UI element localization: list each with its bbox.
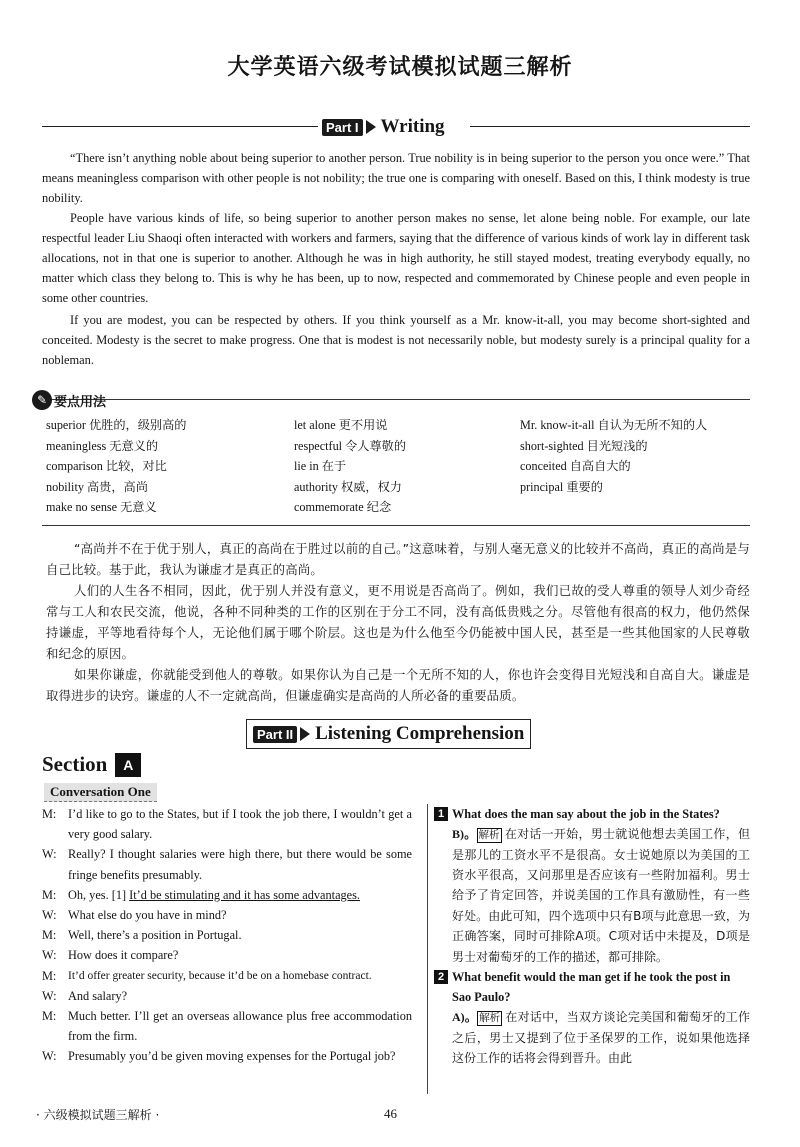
vocab-item: Mr. know-it-all 自认为无所不知的人 bbox=[520, 418, 708, 432]
utterance: Really? I thought salaries were high there, but there would be some fringe benefits presumably. bbox=[68, 847, 412, 882]
essay-paragraph-3: If you are modest, you can be respected by others. If you think yourself as a Mr. know-it-all, you may become short-sighted and conceited. Modesty is the secret to make progress. One that is modest is not necessarily noble, but modesty surely is a principal quality for a nobleman. bbox=[42, 313, 750, 367]
part1-title: Writing bbox=[380, 116, 445, 137]
question-text: What does the man say about the job in the States? bbox=[452, 807, 720, 821]
utterance-text: Oh, yes. [1] bbox=[68, 887, 130, 902]
speaker: W: bbox=[42, 948, 57, 963]
vocab-item: make no sense 无意义 bbox=[46, 500, 157, 514]
conversation-label: Conversation One bbox=[44, 783, 157, 802]
vocab-column-3 bbox=[520, 415, 707, 497]
dialogue-turn bbox=[42, 905, 412, 925]
question-2 bbox=[434, 967, 750, 1007]
column-divider bbox=[427, 804, 428, 1094]
answer-letter: B)。 bbox=[452, 827, 477, 842]
section-label: Section bbox=[42, 752, 108, 776]
utterance: I’d like to go to the States, but if I took the job there, I wouldn’t get a very good salary. bbox=[68, 807, 412, 842]
arrow-right-icon bbox=[366, 120, 376, 134]
dialogue-turn bbox=[42, 844, 412, 884]
explanation-2 bbox=[434, 1007, 750, 1068]
vocab-rule-bottom bbox=[42, 525, 750, 526]
speaker: W: bbox=[42, 847, 57, 862]
arrow-right-icon bbox=[300, 727, 310, 741]
analysis-tag: 解析 bbox=[478, 829, 500, 842]
utterance: It’d offer greater security, because it’d be on a homebase contract. bbox=[68, 969, 372, 982]
vocab-item: meaningless 无意义的 bbox=[46, 438, 159, 453]
answer-explanations bbox=[434, 804, 750, 1069]
speaker: W: bbox=[42, 1049, 57, 1064]
explanation-1 bbox=[434, 824, 750, 967]
vocab-item: respectful 令人尊敬的 bbox=[294, 438, 407, 453]
speaker: M: bbox=[42, 807, 57, 821]
header-rule-right bbox=[470, 126, 750, 127]
question-text: What benefit would the man get if he took the post in Sao Paulo? bbox=[452, 970, 731, 1005]
part2-title: Listening Comprehension bbox=[315, 723, 525, 744]
vocab-heading bbox=[32, 390, 106, 410]
vocab-item: short-sighted 目光短浅的 bbox=[520, 438, 648, 453]
explanation-text: 在对话中，当双方谈论完美国和葡萄牙的工作之后，男士又提到了位于圣保罗的工作，说如果他选择这份工作的话将会得到晋升。由此 bbox=[452, 1010, 750, 1066]
pen-icon: ✎ bbox=[32, 390, 52, 410]
answer-letter: A)。 bbox=[452, 1010, 478, 1025]
part2-heading bbox=[246, 719, 531, 749]
speaker: M: bbox=[42, 968, 57, 983]
part1-badge: Part I bbox=[322, 119, 363, 136]
dialogue-turn bbox=[42, 925, 412, 945]
dialogue-turn bbox=[42, 986, 412, 1006]
explanation-text: 在对话一开始，男士就说他想去美国工作，但是那儿的工资水平不是很高。女士说她原以为美国的工资水平很高，又问那里是否应该有一些附加福利。男士给予了肯定回答，并说美国的工作具有激励性，有一些好处。由此可知，四个选项中只有B项与此意思一致，为正确答案，同时可排除A项。C项对话中未提及，D项是男士对葡萄牙的工作的描述，都可排除。 bbox=[452, 827, 750, 964]
utterance: How does it compare? bbox=[68, 948, 179, 963]
vocab-column-1 bbox=[46, 415, 186, 518]
header-rule-left bbox=[42, 126, 318, 127]
vocab-rule-top bbox=[42, 399, 750, 400]
utterance: What else do you have in mind? bbox=[68, 908, 227, 923]
part1-heading bbox=[322, 116, 445, 138]
dialogue-turn bbox=[42, 945, 412, 965]
utterance: Presumably you’d be given moving expenses for the Portugal job? bbox=[68, 1049, 396, 1064]
utterance: Well, there’s a position in Portugal. bbox=[68, 928, 242, 943]
vocab-item: nobility 高贵，高尚 bbox=[46, 479, 148, 494]
speaker: M: bbox=[42, 928, 57, 943]
translation-paragraph-1: “高尚并不在于优于别人，真正的高尚在于胜过以前的自己。”这意味着，与别人毫无意义的比较并不高尚，真正的高尚是与自己比较。基于此，我认为谦虚才是真正的高尚。 bbox=[46, 541, 750, 577]
utterance: And salary? bbox=[68, 988, 128, 1003]
question-1 bbox=[434, 804, 750, 824]
vocab-item: principal 重要的 bbox=[520, 479, 603, 494]
page-title: 大学英语六级考试模拟试题三解析 bbox=[227, 55, 573, 80]
page-number: 46 bbox=[384, 1106, 397, 1121]
utterance bbox=[68, 885, 412, 905]
question-number: 2 bbox=[434, 970, 448, 984]
speaker: W: bbox=[42, 988, 57, 1003]
section-heading bbox=[42, 752, 141, 777]
question-number: 1 bbox=[434, 807, 448, 821]
dialogue-turn bbox=[42, 885, 412, 905]
part2-badge: Part II bbox=[253, 726, 297, 743]
translation-paragraph-3: 如果你谦虚，你就能受到他人的尊敬。如果你认为自己是一个无所不知的人，你也许会变得目光短浅和自高自大。谦虚是取得进步的诀窍。谦虚的人不一定就高尚，但谦虚确实是高尚的人所必备的重要品质。 bbox=[46, 667, 750, 703]
utterance: Much better. I’ll get an overseas allowance plus free accommodation from the firm. bbox=[68, 1009, 412, 1044]
vocab-item: let alone 更不用说 bbox=[294, 418, 388, 432]
vocab-item: commemorate 纪念 bbox=[294, 500, 392, 514]
dialogue-turn bbox=[42, 804, 412, 844]
translation-paragraph-2: 人们的人生各不相同，因此，优于别人并没有意义，更不用说是否高尚了。例如，我们已故的受人尊重的领导人刘少奇经常与工人和农民交流，他说，各种不同种类的工作的区别在于分工不同，没有高低贵贱之分。尽管他有很高的权力，他仍然保持谦虚，平等地看待每个人，无论他们属于哪个阶层。这也是为什么他至今仍能被中国人民，甚至是一些其他国家的人民尊敬和纪念的原因。 bbox=[46, 583, 750, 661]
vocab-item: conceited 自高自大的 bbox=[520, 459, 631, 473]
vocab-title: 要点用法 bbox=[54, 394, 107, 410]
dialogue bbox=[42, 804, 412, 1067]
dialogue-turn bbox=[42, 1006, 412, 1046]
dialogue-turn bbox=[42, 966, 412, 986]
speaker: M: bbox=[42, 1009, 57, 1024]
analysis-tag: 解析 bbox=[479, 1012, 501, 1025]
vocab-column-2 bbox=[294, 415, 406, 518]
footer-section-label: · 六级模拟试题三解析 · bbox=[36, 1108, 160, 1122]
vocab-item: comparison 比较，对比 bbox=[46, 459, 167, 473]
vocab-item: authority 权威，权力 bbox=[294, 479, 402, 494]
speaker: M: bbox=[42, 887, 57, 902]
vocab-item: lie in 在于 bbox=[294, 459, 347, 473]
essay-paragraph-1: “There isn’t anything noble about being superior to another person. True nobility is in being superior to the person you once were.” That means meaningless comparison with other people is not nobility; the true one is comparing with oneself. Based on this, I think modesty is true nobility. bbox=[42, 151, 750, 205]
section-letter: A bbox=[115, 753, 141, 777]
speaker: W: bbox=[42, 908, 57, 923]
vocab-item: superior 优胜的，级别高的 bbox=[46, 418, 187, 432]
dialogue-turn bbox=[42, 1046, 412, 1066]
essay-paragraph-2: People have various kinds of life, so being superior to another person makes no sense, let alone being noble. For example, our late respectful leader Liu Shaoqi often interacted with workers and farmers, saying that the difference of various kinds of work lay in different task allocations, not in that one is superior to another. Although he was in high authority, he still stayed modest, treating everybody equally, no matter which class they belong to. This is why he has been, up to now, respected and commemorated by Chinese people and even people in some other countries. bbox=[42, 211, 750, 305]
underlined-key-sentence: It’d be stimulating and it has some advantages. bbox=[129, 887, 360, 902]
